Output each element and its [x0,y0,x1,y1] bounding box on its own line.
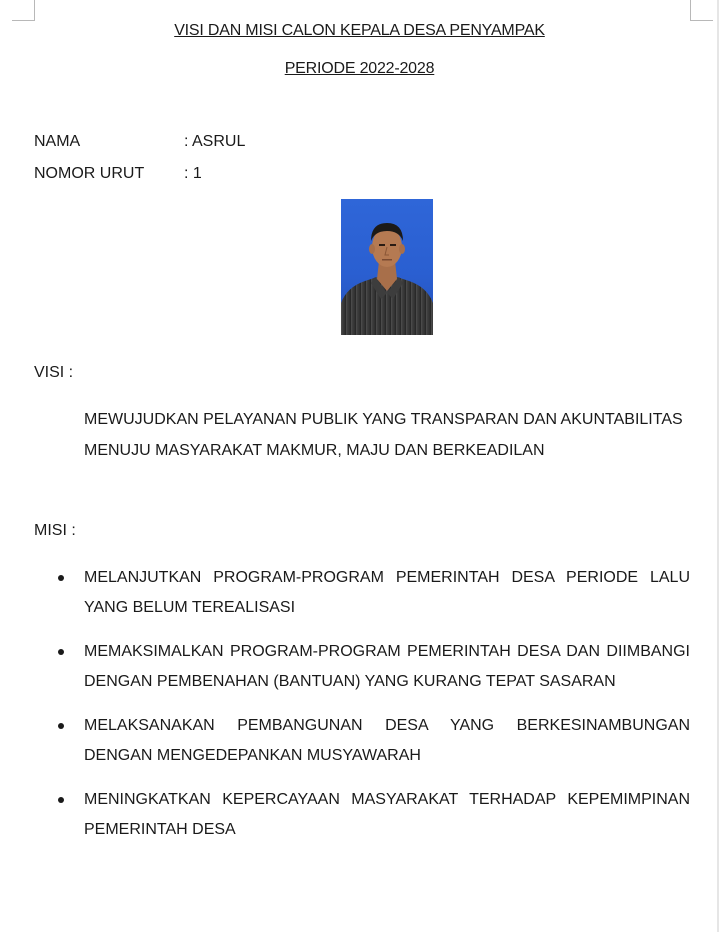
misi-item-text: MELANJUTKAN PROGRAM-PROGRAM PEMERINTAH DESA PERIODE LALU YANG BELUM TEREALISASI [84,569,690,616]
misi-list-item [84,785,690,845]
misi-item-text: MENINGKATKAN KEPERCAYAAN MASYARAKAT TERHADAP KEPEMIMPINAN PEMERINTAH DESA [84,791,690,838]
bullet-icon [58,723,64,729]
misi-list-item [84,637,690,697]
document-period: PERIODE 2022-2028 [284,60,435,77]
misi-list [84,563,690,859]
candidate-name-label: NAMA [34,133,81,150]
candidate-number-value: : 1 [184,165,202,182]
bullet-icon [58,649,64,655]
candidate-name-row [34,131,334,153]
misi-item-text: MELAKSANAKAN PEMBANGUNAN DESA YANG BERKESINAMBUNGAN DENGAN MENGEDEPANKAN MUSYAWARAH [84,717,690,764]
document-title: VISI DAN MISI CALON KEPALA DESA PENYAMPAK [174,22,545,39]
bullet-icon [58,575,64,581]
misi-item-text: MEMAKSIMALKAN PROGRAM-PROGRAM PEMERINTAH DESA DAN DIIMBANGI DENGAN PEMBENAHAN (BANTUAN) YANG KURANG TEPAT SASARAN [84,643,690,690]
visi-text: MEWUJUDKAN PELAYANAN PUBLIK YANG TRANSPARAN DAN AKUNTABILITAS MENUJU MASYARAKAT MAKMUR, MAJU DAN BERKEADILAN [84,411,683,459]
misi-list-item [84,711,690,771]
misi-heading: MISI : [34,522,76,539]
misi-list-item [84,563,690,623]
candidate-portrait-illustration [341,199,433,335]
visi-heading: VISI : [34,364,74,381]
crop-mark-top-right [690,0,713,21]
candidate-number-label: NOMOR URUT [34,165,145,182]
candidate-photo [341,199,433,335]
candidate-number-row [34,163,334,185]
crop-mark-top-left [12,0,35,21]
candidate-name-value: : ASRUL [184,133,246,150]
bullet-icon [58,797,64,803]
